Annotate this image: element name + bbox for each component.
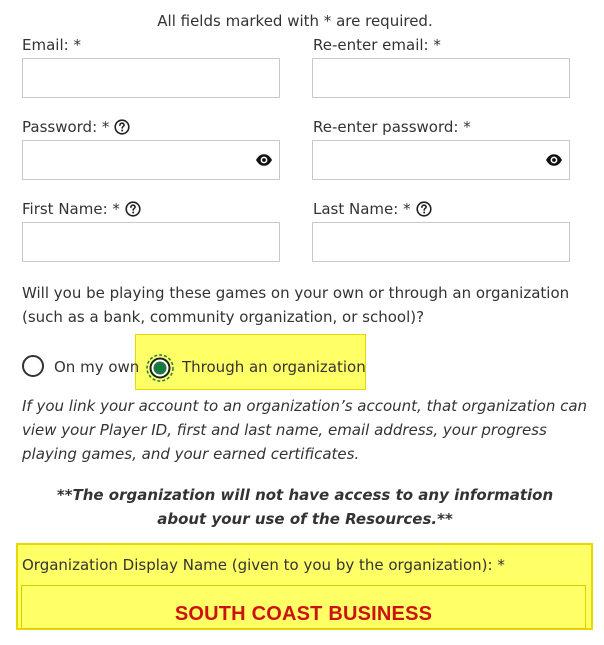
last-name-label-text: Last Name: * [313, 200, 411, 218]
radio-on-my-own-label[interactable]: On my own [54, 358, 140, 376]
eye-icon[interactable] [545, 152, 563, 171]
reenter-password-label [313, 118, 471, 136]
radio-through-organization-label[interactable]: Through an organization [182, 358, 366, 376]
email-field[interactable] [22, 58, 280, 98]
last-name-label [313, 200, 432, 218]
reenter-email-field[interactable] [312, 58, 570, 98]
email-label-text: Email: * [22, 36, 81, 54]
organization-display-name-label: Organization Display Name (given to you by the organization): * [22, 556, 505, 574]
resources-access-note [0, 483, 604, 531]
reenter-email-label-text: Re-enter email: * [313, 36, 441, 54]
first-name-field[interactable] [22, 222, 280, 262]
question-circle-icon[interactable] [416, 201, 432, 217]
play-mode-question: Will you be playing these games on your own or through an organization (such as a bank, community organization, or school)? [22, 284, 570, 326]
radio-on-my-own[interactable] [22, 355, 44, 377]
resources-note-line-1: **The organization will not have access to any information [56, 486, 554, 504]
reenter-password-label-text: Re-enter password: * [313, 118, 471, 136]
radio-circle-selected[interactable] [145, 353, 175, 383]
first-name-label-text: First Name: * [22, 200, 120, 218]
password-label-text: Password: * [22, 118, 110, 136]
radio-circle-unselected[interactable] [22, 355, 44, 377]
required-fields-note: All fields marked with * are required. [157, 12, 433, 30]
organization-display-name-field[interactable] [21, 585, 586, 629]
reenter-password-field[interactable] [312, 140, 570, 180]
email-label [22, 36, 81, 54]
last-name-field[interactable] [312, 222, 570, 262]
question-circle-icon[interactable] [125, 201, 141, 217]
eye-icon[interactable] [255, 152, 273, 171]
password-label [22, 118, 130, 136]
resources-note-line-2: about your use of the Resources.** [157, 510, 453, 528]
organization-display-name-value: SOUTH COAST BUSINESS [174, 603, 433, 625]
password-field[interactable] [22, 140, 280, 180]
reenter-email-label [313, 36, 441, 54]
first-name-label [22, 200, 141, 218]
question-circle-icon[interactable] [114, 119, 130, 135]
organization-info-note: If you link your account to an organization’s account, that organization can view your Player ID, first and last name, email address, your progress playing games, and your earned certificates. [22, 397, 588, 463]
radio-through-organization[interactable] [145, 353, 175, 387]
